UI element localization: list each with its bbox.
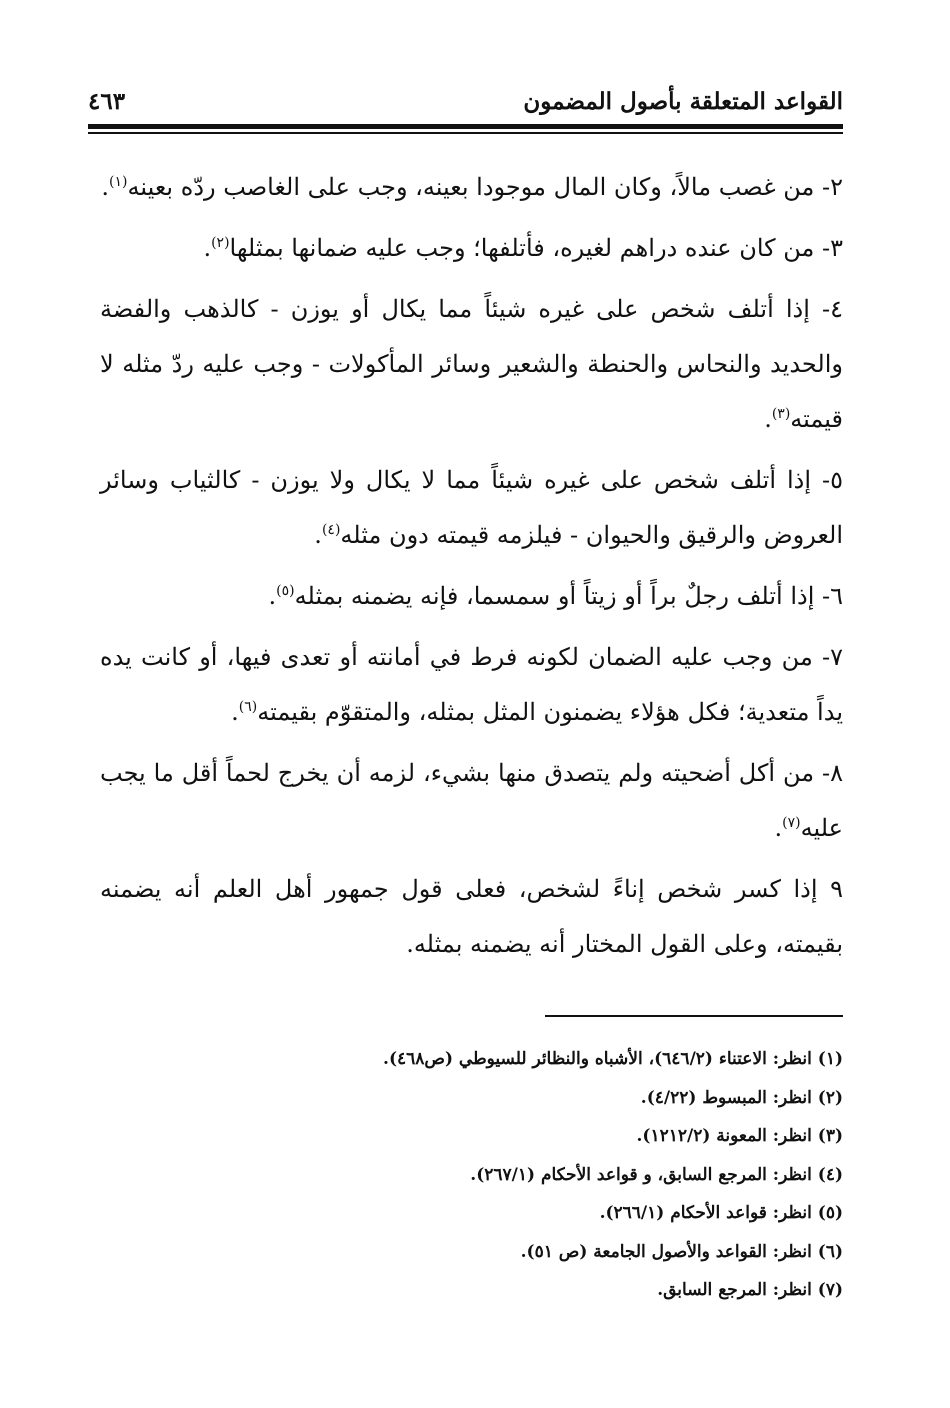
footnote-ref[interactable]: (١) — [109, 174, 128, 190]
paragraph-end: . — [764, 405, 772, 433]
footnote-ref[interactable]: (٧) — [782, 815, 801, 831]
footnote-6: (٦) انظر: القواعد والأصول الجامعة (ص ٥١). — [520, 1241, 843, 1262]
paragraph-text: ٤- إذا أتلف شخص على غيره شيئاً مما يكال أو يوزن - كالذهب والفضة والحديد والنحاس والحنطة والشعير وسائر المأكولات - وجب عليه ردّ مثله لا قيمته — [100, 295, 843, 433]
paragraph-4 — [100, 282, 843, 447]
paragraph-end: . — [314, 521, 322, 549]
main-text — [100, 160, 843, 978]
paragraph-2 — [100, 160, 843, 215]
page-number: ٤٦٣ — [88, 88, 126, 115]
paragraph-5 — [100, 453, 843, 563]
paragraph-text: ٣- من كان عنده دراهم لغيره، فأتلفها؛ وجب عليه ضمانها بمثلها — [229, 234, 843, 262]
header-rule-thick — [88, 124, 843, 129]
paragraph-end: . — [231, 698, 239, 726]
footnote-ref[interactable]: (٣) — [771, 406, 791, 422]
page-header — [88, 82, 843, 122]
footnotes — [100, 1040, 843, 1310]
paragraph-8 — [100, 746, 843, 856]
footnote-2: (٢) انظر: المبسوط (٤/٢٢). — [640, 1087, 843, 1108]
paragraph-7 — [100, 630, 843, 740]
paragraph-6 — [100, 569, 843, 624]
footnote-5: (٥) انظر: قواعد الأحكام (٢٦٦/١). — [599, 1203, 843, 1223]
paragraph-end: . — [101, 173, 110, 201]
footnote-ref[interactable]: (٢) — [211, 235, 230, 251]
paragraph-text: ٦- إذا أتلف رجلٌ براً أو زيتاً أو سمسما، فإنه يضمنه بمثله — [294, 582, 843, 610]
footnote-ref[interactable]: (٦) — [238, 699, 258, 715]
paragraph-end: . — [774, 814, 783, 842]
footnote-3: (٣) انظر: المعونة (١٢١٢/٢). — [636, 1126, 843, 1146]
footnote-7: (٧) انظر: المرجع السابق. — [657, 1280, 843, 1300]
paragraph-text: ٢- من غصب مالاً، وكان المال موجودا بعينه، وجب على الغاصب ردّه بعينه — [127, 173, 843, 201]
footnote-1: (١) انظر: الاعتناء (٦٤٦/٢)، الأشباه والنظائر للسيوطي (ص٤٦٨). — [383, 1049, 843, 1069]
footnote-4: (٤) انظر: المرجع السابق، و قواعد الأحكام (٢٦٧/١). — [470, 1164, 843, 1185]
running-title: القواعد المتعلقة بأصول المضمون — [523, 88, 843, 115]
footnote-ref[interactable]: (٤) — [321, 522, 341, 538]
header-rule-thin — [88, 132, 843, 134]
paragraph-9 — [100, 862, 843, 972]
paragraph-text: ٧- من وجب عليه الضمان لكونه فرط في أمانته أو تعدى فيها، أو كانت يده يداً متعدية؛ فكل هؤلاء يضمنون المثل بمثله، والمتقوّم بقيمته — [100, 643, 843, 726]
footnote-ref[interactable]: (٥) — [276, 583, 295, 599]
paragraph-end: . — [268, 582, 277, 610]
paragraph-text: ٨- من أكل أضحيته ولم يتصدق منها بشيء، لزمه أن يخرج لحماً أقل ما يجب عليه — [100, 759, 843, 842]
paragraph-end: . — [203, 234, 212, 262]
paragraph-text: ٩ إذا كسر شخص إناءً لشخص، فعلى قول جمهور أهل العلم أنه يضمنه بقيمته، وعلى القول المختار أنه يضمنه بمثله. — [100, 875, 843, 958]
footnote-separator — [545, 1015, 843, 1017]
paragraph-3 — [100, 221, 843, 276]
paragraph-text: ٥- إذا أتلف شخص على غيره شيئاً مما لا يكال ولا يوزن - كالثياب وسائر العروض والرقيق والحيوان - فيلزمه قيمته دون مثله — [100, 466, 843, 549]
